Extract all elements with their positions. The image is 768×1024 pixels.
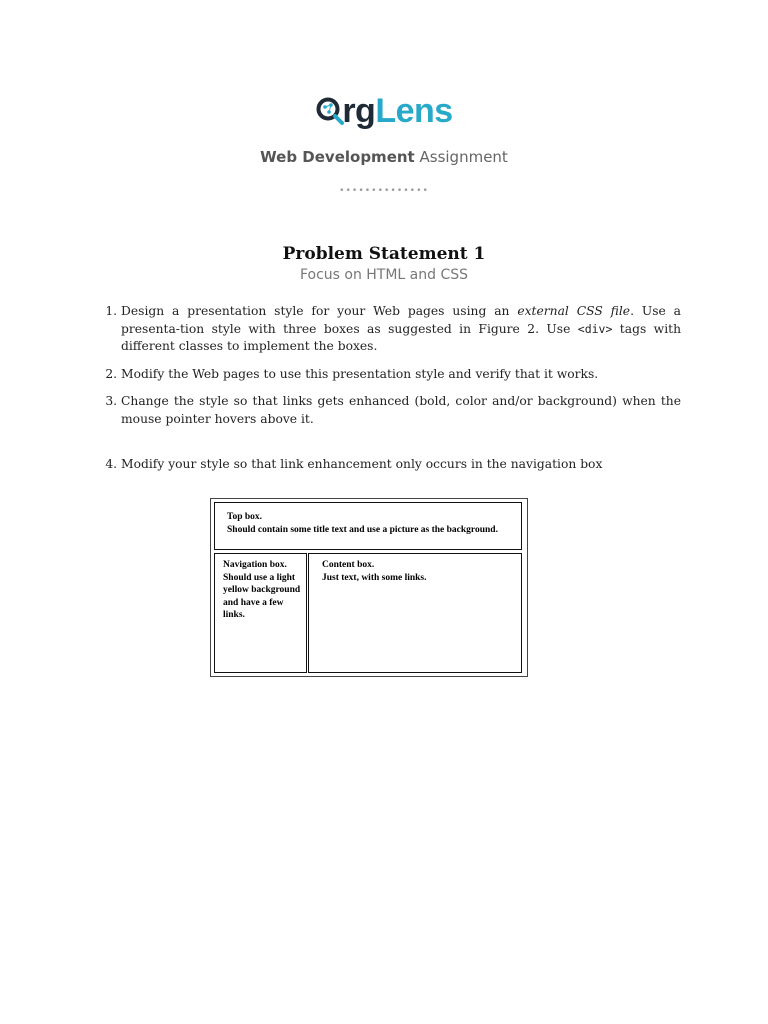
task-1-code: <div>: [577, 321, 613, 336]
task-item: 3. Change the style so that links gets enhanced (bold, color and/or background) when the mouse pointer hovers above it.: [121, 393, 681, 428]
nav-box-line: and have a few: [223, 597, 284, 608]
task-1-text-c: tags with different classes to implement the boxes.: [121, 321, 681, 353]
logo-org-text: rg: [342, 92, 376, 130]
task-item: [121, 303, 681, 356]
subject-rest: Assignment: [419, 148, 508, 166]
content-box-line: Just text, with some links.: [322, 572, 427, 583]
dotted-divider: ••••••••••••••: [339, 186, 429, 196]
content-box-line: Content box.: [322, 560, 375, 570]
top-box-line: Should contain some title text and use a picture as the background.: [227, 524, 498, 535]
task-list: [100, 303, 681, 484]
task-item: 2. Modify the Web pages to use this presentation style and verify that it works.: [121, 366, 681, 384]
task-item: 4. Modify your style so that link enhancement only occurs in the navigation box: [121, 456, 681, 474]
figure-top-box: [214, 502, 522, 550]
task-1-text-a: Design a presentation style for your Web pages using an: [121, 304, 518, 318]
problem-title: Problem Statement 1: [282, 244, 486, 264]
figure-content-box: [308, 553, 522, 673]
problem-subtitle: Focus on HTML and CSS: [299, 267, 469, 283]
nav-box-line: Should use a light: [223, 572, 296, 583]
layout-figure: [210, 498, 528, 677]
task-1-text-b: . Use a presenta-tion style with three boxes as suggested in Figure 2. Use: [121, 304, 682, 336]
nav-box-line: Navigation box.: [223, 560, 287, 570]
task-1-emphasis: external CSS file: [517, 304, 631, 318]
logo-lens-text: Lens: [375, 92, 453, 130]
magnifier-o-icon: [315, 96, 345, 126]
subject-bold: Web Development: [260, 148, 415, 166]
course-subtitle: [0, 148, 768, 166]
orglens-logo: [0, 92, 768, 131]
nav-box-line: yellow background: [223, 585, 301, 595]
nav-box-line: links.: [223, 610, 245, 620]
figure-nav-box: [214, 553, 307, 673]
top-box-line: Top box.: [227, 512, 263, 522]
